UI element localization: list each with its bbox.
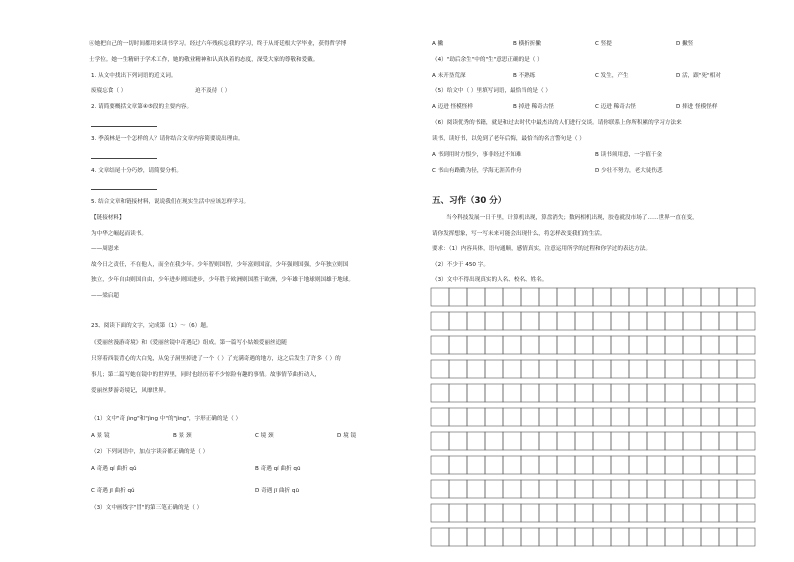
grid-cell[interactable] <box>737 384 755 402</box>
sub-question-1: （1）文中"奇 jìng"和"jìng 中"的"jìng"，字形正确的是（ ） <box>91 416 242 422</box>
sub6-line-2: 读书，读好书，以免到了老年后悔，最恰当的名言警句是（ ） <box>432 136 585 142</box>
grid-cell[interactable] <box>611 504 629 522</box>
grid-cell[interactable] <box>431 528 449 546</box>
grid-cell[interactable] <box>611 312 629 330</box>
grid-cell[interactable] <box>575 408 593 426</box>
grid-cell[interactable] <box>449 456 467 474</box>
grid-cell[interactable] <box>647 288 665 306</box>
grid-cell[interactable] <box>737 504 755 522</box>
grid-cell[interactable] <box>629 480 647 498</box>
writing-grid[interactable] <box>430 287 762 557</box>
grid-cell[interactable] <box>647 504 665 522</box>
grid-cell[interactable] <box>557 504 575 522</box>
grid-cell[interactable] <box>485 504 503 522</box>
grid-cell[interactable] <box>647 384 665 402</box>
grid-cell[interactable] <box>701 384 719 402</box>
grid-cell[interactable] <box>539 288 557 306</box>
grid-cell[interactable] <box>683 288 701 306</box>
grid-cell[interactable] <box>503 312 521 330</box>
grid-cell[interactable] <box>719 408 737 426</box>
sub6-option-d[interactable]: D 少壮不努力，老大徒伤悲 <box>595 168 663 174</box>
grid-cell[interactable] <box>485 384 503 402</box>
grid-cell[interactable] <box>701 432 719 450</box>
grid-cell[interactable] <box>539 480 557 498</box>
question-3: 3. 季羡林是一个怎样的人？请你结合文章内容简要说出理由。 <box>91 136 244 142</box>
link-line-1: 为中华之崛起而读书。 <box>91 231 147 237</box>
grid-cell[interactable] <box>467 336 485 354</box>
grid-cell[interactable] <box>683 432 701 450</box>
grid-cell[interactable] <box>557 480 575 498</box>
grid-cell[interactable] <box>665 432 683 450</box>
grid-cell[interactable] <box>647 528 665 546</box>
grid-cell[interactable] <box>737 288 755 306</box>
grid-cell[interactable] <box>665 336 683 354</box>
sub3-option-b[interactable]: B 横折折撇 <box>513 41 541 47</box>
grid-cell[interactable] <box>431 360 449 378</box>
grid-cell[interactable] <box>683 336 701 354</box>
grid-cell[interactable] <box>485 288 503 306</box>
requirement-1: 要求：（1）内容具体，语句通顺，感情真实，注意运用所学的过程和你学过的表达方法。 <box>432 246 651 252</box>
section-5-heading: 五、习作（30 分） <box>432 196 507 206</box>
grid-cell[interactable] <box>611 480 629 498</box>
grid-cell[interactable] <box>539 504 557 522</box>
grid-cell[interactable] <box>719 432 737 450</box>
grid-cell[interactable] <box>665 528 683 546</box>
grid-cell[interactable] <box>521 504 539 522</box>
essay-line-2: 请你发挥想象，写一写未来可能会出现什么，将怎样改变我们的生活。 <box>432 231 606 237</box>
grid-cell[interactable] <box>467 312 485 330</box>
grid-cell[interactable] <box>449 336 467 354</box>
sub-question-2: （2）下列词语中，加点字读音都正确的是（ ） <box>91 449 209 455</box>
grid-cell[interactable] <box>431 432 449 450</box>
grid-cell[interactable] <box>557 456 575 474</box>
grid-cell[interactable] <box>539 384 557 402</box>
grid-cell[interactable] <box>611 408 629 426</box>
grid-cell[interactable] <box>575 480 593 498</box>
grid-cell[interactable] <box>449 312 467 330</box>
grid-cell[interactable] <box>503 480 521 498</box>
grid-cell[interactable] <box>701 312 719 330</box>
link-line-4: 独立，少年自由则国自由，少年进步则国进步，少年胜于欧洲则国胜于欧洲，少年雄于地球则国雄于地球。 <box>91 277 354 283</box>
grid-cell[interactable] <box>647 360 665 378</box>
sub2-option-a[interactable]: A 奇遇 qí 曲折 qǔ <box>91 466 137 472</box>
grid-cell[interactable] <box>485 480 503 498</box>
grid-cell[interactable] <box>467 480 485 498</box>
grid-cell[interactable] <box>449 504 467 522</box>
grid-cell[interactable] <box>737 360 755 378</box>
grid-cell[interactable] <box>557 336 575 354</box>
grid-cell[interactable] <box>701 408 719 426</box>
grid-cell[interactable] <box>557 288 575 306</box>
grid-cell[interactable] <box>701 288 719 306</box>
grid-cell[interactable] <box>647 456 665 474</box>
grid-cell[interactable] <box>629 528 647 546</box>
grid-cell[interactable] <box>593 456 611 474</box>
grid-cell[interactable] <box>521 312 539 330</box>
grid-cell[interactable] <box>737 480 755 498</box>
grid-cell[interactable] <box>611 360 629 378</box>
grid-cell[interactable] <box>503 432 521 450</box>
sub6-line-1: （6）阅读优秀的书籍，就是和过去时代中最杰出的人们进行交谈。请你联系上你所积累的学习方法来 <box>432 120 682 126</box>
grid-cell[interactable] <box>737 312 755 330</box>
grid-cell[interactable] <box>719 360 737 378</box>
sub4-option-d[interactable]: D 活，跟"死"相对 <box>676 73 721 79</box>
grid-cell[interactable] <box>629 408 647 426</box>
grid-cell[interactable] <box>593 384 611 402</box>
grid-cell[interactable] <box>467 432 485 450</box>
answer-line-q4[interactable] <box>91 189 157 190</box>
grid-cell[interactable] <box>611 528 629 546</box>
grid-cell[interactable] <box>485 408 503 426</box>
grid-cell[interactable] <box>719 528 737 546</box>
grid-cell[interactable] <box>575 336 593 354</box>
grid-cell[interactable] <box>503 456 521 474</box>
grid-cell[interactable] <box>593 360 611 378</box>
grid-cell[interactable] <box>665 360 683 378</box>
grid-cell[interactable] <box>665 456 683 474</box>
sub4-option-c[interactable]: C 发生，产生 <box>595 73 629 79</box>
grid-cell[interactable] <box>593 312 611 330</box>
grid-cell[interactable] <box>539 360 557 378</box>
grid-cell[interactable] <box>557 528 575 546</box>
requirement-3: （3）文中不得出现真实的人名、校名、姓名。 <box>432 277 548 283</box>
grid-cell[interactable] <box>485 336 503 354</box>
grid-cell[interactable] <box>647 336 665 354</box>
grid-cell[interactable] <box>467 456 485 474</box>
grid-cell[interactable] <box>485 456 503 474</box>
grid-cell[interactable] <box>701 504 719 522</box>
grid-cell[interactable] <box>665 384 683 402</box>
sub1-option-d[interactable]: D 境 镜 <box>337 433 357 439</box>
sub5-option-c[interactable]: C 迈进 稀奇古怪 <box>595 104 637 110</box>
link-line-3: 故今日之责任，不在他人，而全在我少年。少年智则国智，少年富则国富，少年强则国强，少年独立则国 <box>91 262 349 268</box>
sub1-option-b[interactable]: B 景 颈 <box>173 433 192 439</box>
grid-cell[interactable] <box>557 360 575 378</box>
grid-cell[interactable] <box>611 384 629 402</box>
grid-cell[interactable] <box>683 408 701 426</box>
grid-cell[interactable] <box>539 336 557 354</box>
grid-cell[interactable] <box>629 360 647 378</box>
grid-cell[interactable] <box>719 384 737 402</box>
intro-line-2: 士学位。她一生精研于学术工作，她的敬业精神和认真执着的态度，深受大家的尊敬和爱戴。 <box>89 57 319 63</box>
grid-cell[interactable] <box>431 384 449 402</box>
q1-item-b: 迫不及待（ ） <box>195 88 231 94</box>
grid-cell[interactable] <box>575 504 593 522</box>
grid-cell[interactable] <box>701 528 719 546</box>
grid-cell[interactable] <box>521 360 539 378</box>
grid-cell[interactable] <box>521 480 539 498</box>
sub1-option-c[interactable]: C 境 颈 <box>255 433 274 439</box>
grid-cell[interactable] <box>647 408 665 426</box>
grid-cell[interactable] <box>539 528 557 546</box>
grid-cell[interactable] <box>593 432 611 450</box>
grid-cell[interactable] <box>575 312 593 330</box>
grid-cell[interactable] <box>701 360 719 378</box>
grid-cell[interactable] <box>575 528 593 546</box>
grid-cell[interactable] <box>575 384 593 402</box>
grid-cell[interactable] <box>701 336 719 354</box>
grid-cell[interactable] <box>683 504 701 522</box>
grid-cell[interactable] <box>431 456 449 474</box>
grid-cell[interactable] <box>593 480 611 498</box>
grid-cell[interactable] <box>683 528 701 546</box>
grid-cell[interactable] <box>701 480 719 498</box>
grid-cell[interactable] <box>575 456 593 474</box>
grid-cell[interactable] <box>503 504 521 522</box>
grid-cell[interactable] <box>485 312 503 330</box>
q1-item-a: 废寝忘食（ ） <box>91 88 127 94</box>
grid-cell[interactable] <box>557 312 575 330</box>
grid-cell[interactable] <box>737 528 755 546</box>
sub5-option-b[interactable]: B 掉进 稀奇古怪 <box>513 104 554 110</box>
sub5-option-a[interactable]: A 迈进 怪模怪样 <box>432 104 473 110</box>
grid-cell[interactable] <box>467 384 485 402</box>
grid-cell[interactable] <box>431 408 449 426</box>
grid-cell[interactable] <box>575 288 593 306</box>
sub6-option-a[interactable]: A 书到用时方恨少，事非经过不知难 <box>432 152 522 158</box>
question-1: 1. 从文中找出下列词语的近义词。 <box>91 73 177 79</box>
sub3-option-d[interactable]: D 撇竖 <box>676 41 694 47</box>
grid-cell[interactable] <box>521 384 539 402</box>
essay-line-1: 当今科技发展一日千里，计算机出现，算盘消失；数码相机出现，胶卷就没市场了……世界一直在变， <box>446 215 698 221</box>
grid-cell[interactable] <box>719 480 737 498</box>
grid-cell[interactable] <box>467 408 485 426</box>
grid-cell[interactable] <box>449 528 467 546</box>
grid-cell[interactable] <box>503 384 521 402</box>
grid-cell[interactable] <box>611 288 629 306</box>
grid-cell[interactable] <box>539 408 557 426</box>
grid-cell[interactable] <box>503 360 521 378</box>
sub3-option-c[interactable]: C 竖提 <box>595 41 612 47</box>
grid-cell[interactable] <box>611 336 629 354</box>
grid-cell[interactable] <box>539 432 557 450</box>
passage-line-4: 爱丽丝梦游奇境记，风靡世界。 <box>91 388 170 394</box>
sub2-option-c[interactable]: C 奇遇 jī 曲折 qǔ <box>91 488 135 494</box>
grid-cell[interactable] <box>719 336 737 354</box>
sub4-option-b[interactable]: B 不熟练 <box>513 73 536 79</box>
link-line-5: ——梁启超 <box>91 293 119 299</box>
grid-cell[interactable] <box>521 528 539 546</box>
grid-cell[interactable] <box>665 312 683 330</box>
question-5: 5. 结合文章和链接材料，说说我们在现实生活中应该怎样学习。 <box>91 199 250 205</box>
grid-cell[interactable] <box>683 312 701 330</box>
link-line-2: ——周恩来 <box>91 246 119 252</box>
grid-cell[interactable] <box>431 312 449 330</box>
grid-cell[interactable] <box>629 432 647 450</box>
grid-cell[interactable] <box>665 480 683 498</box>
grid-cell[interactable] <box>629 504 647 522</box>
link-material-title: 【链接材料】 <box>91 215 125 221</box>
grid-cell[interactable] <box>521 456 539 474</box>
sub4-option-a[interactable]: A 未开垦荒深 <box>432 73 466 79</box>
grid-cell[interactable] <box>647 312 665 330</box>
sub3-option-a[interactable]: A 撇 <box>432 41 444 47</box>
grid-cell[interactable] <box>503 528 521 546</box>
grid-cell[interactable] <box>521 408 539 426</box>
question-4: 4. 文章结尾十分巧妙，请简要分析。 <box>91 168 183 174</box>
grid-cell[interactable] <box>593 504 611 522</box>
grid-cell[interactable] <box>467 360 485 378</box>
intro-line-1: ⑥她把自己的一切时间都用来读书学习。经过六年残疾忘我的学习，终于从哥廷根大学毕业，获得哲学博 <box>89 41 347 47</box>
grid-cell[interactable] <box>467 528 485 546</box>
grid-cell[interactable] <box>557 408 575 426</box>
grid-cell[interactable] <box>629 312 647 330</box>
grid-cell[interactable] <box>593 336 611 354</box>
sub-question-4: （4）"劫后余生"中的"生"意思正确的是（ ） <box>432 57 543 63</box>
grid-cell[interactable] <box>449 432 467 450</box>
grid-cell[interactable] <box>485 528 503 546</box>
grid-cell[interactable] <box>449 360 467 378</box>
sub1-option-a[interactable]: A 景 镜 <box>91 433 110 439</box>
answer-line-q2[interactable] <box>91 126 157 127</box>
grid-cell[interactable] <box>611 432 629 450</box>
grid-cell[interactable] <box>719 504 737 522</box>
grid-cell[interactable] <box>719 456 737 474</box>
grid-cell[interactable] <box>521 288 539 306</box>
grid-cell[interactable] <box>683 480 701 498</box>
grid-cell[interactable] <box>737 432 755 450</box>
sub5-option-d[interactable]: D 摔进 怪模怪样 <box>676 104 718 110</box>
sub2-option-d[interactable]: D 奇遇 jī 曲折 qū <box>255 488 299 494</box>
requirement-2: （2）不少于 450 字。 <box>432 262 489 268</box>
grid-cell[interactable] <box>467 288 485 306</box>
grid-cell[interactable] <box>629 336 647 354</box>
grid-cell[interactable] <box>665 504 683 522</box>
grid-cell[interactable] <box>593 408 611 426</box>
sub2-option-b[interactable]: B 奇遇 qí 曲折 qū <box>255 466 301 472</box>
passage-line-2: 只穿着西装背心的大白兔，从兔子洞里掉进了一个（ ）了充满奇遇的地方，这之后发生了许多（ ）的 <box>91 356 341 362</box>
grid-cell[interactable] <box>557 384 575 402</box>
grid-cell[interactable] <box>593 528 611 546</box>
grid-cell[interactable] <box>503 288 521 306</box>
grid-cell[interactable] <box>449 480 467 498</box>
grid-cell[interactable] <box>683 384 701 402</box>
grid-cell[interactable] <box>485 360 503 378</box>
grid-cell[interactable] <box>431 480 449 498</box>
sub6-option-b[interactable]: B 读书须用意，一字值千金 <box>595 152 663 158</box>
grid-cell[interactable] <box>647 480 665 498</box>
grid-cell[interactable] <box>737 336 755 354</box>
grid-cell[interactable] <box>575 360 593 378</box>
answer-line-q3[interactable] <box>91 158 157 159</box>
grid-cell[interactable] <box>647 432 665 450</box>
grid-cell[interactable] <box>431 336 449 354</box>
grid-cell[interactable] <box>521 336 539 354</box>
passage-line-1: 《爱丽丝漫游奇境》和《爱丽丝镜中奇遇记》组成。第一篇写小姑娘爱丽丝追随 <box>91 340 287 346</box>
grid-cell[interactable] <box>629 288 647 306</box>
grid-cell[interactable] <box>611 456 629 474</box>
grid-cell[interactable] <box>683 360 701 378</box>
grid-cell[interactable] <box>449 288 467 306</box>
question-2: 2. 请简要概括文章第④⑤段的主要内容。 <box>91 104 193 110</box>
grid-cell[interactable] <box>719 312 737 330</box>
question-23: 23、阅读下面的文字，完成第（1）～（6）题。 <box>91 323 212 329</box>
grid-cell[interactable] <box>503 408 521 426</box>
grid-cell[interactable] <box>485 432 503 450</box>
grid-cell[interactable] <box>449 408 467 426</box>
grid-cell[interactable] <box>521 432 539 450</box>
grid-cell[interactable] <box>683 456 701 474</box>
grid-cell[interactable] <box>449 384 467 402</box>
grid-cell[interactable] <box>539 312 557 330</box>
grid-cell[interactable] <box>467 504 485 522</box>
sub-question-3: （3）文中画线字"冒"的第三笔正确的是（ ） <box>91 505 203 511</box>
grid-cell[interactable] <box>629 456 647 474</box>
grid-cell[interactable] <box>431 504 449 522</box>
grid-cell[interactable] <box>593 288 611 306</box>
grid-cell[interactable] <box>737 456 755 474</box>
grid-cell[interactable] <box>665 288 683 306</box>
grid-cell[interactable] <box>557 432 575 450</box>
passage-line-3: 事儿；第二篇写她在镜中的世界里，同时也经历着不少惊险有趣的事情。故事情节曲折动人， <box>91 372 321 378</box>
grid-cell[interactable] <box>719 288 737 306</box>
sub-question-5: （5）给文中（ ）里填写词语，最恰当的是（ ） <box>432 88 551 94</box>
grid-cell[interactable] <box>539 456 557 474</box>
grid-cell[interactable] <box>575 432 593 450</box>
grid-cell[interactable] <box>629 384 647 402</box>
grid-cell[interactable] <box>431 288 449 306</box>
grid-cell[interactable] <box>737 408 755 426</box>
grid-cell[interactable] <box>701 456 719 474</box>
grid-cell[interactable] <box>665 408 683 426</box>
grid-cell[interactable] <box>503 336 521 354</box>
sub6-option-c[interactable]: C 书山有路勤为径，学海无涯苦作舟 <box>432 168 522 174</box>
